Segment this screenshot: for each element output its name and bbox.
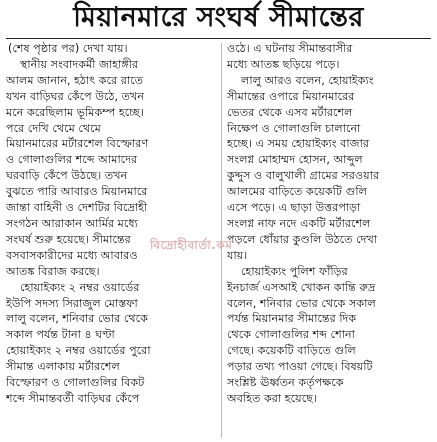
left-column xyxy=(6,41,217,407)
article-line: মিয়ানমারের মর্টারশেল বিস্ফোরণ xyxy=(6,137,149,151)
article-line: আলম জানান, হঠাৎ করে রাতে xyxy=(6,73,144,87)
article-line: নিক্ষেপ ও গোলাগুলি চালানো xyxy=(227,121,361,135)
article-line: ও গোলাগুলির শব্দে আমাদের xyxy=(6,153,138,167)
article-line: বলেন, শনিবার ভোর থেকে সকাল xyxy=(227,296,376,310)
article-line: স্থানীয় সংবাদকর্মী জাহাঙ্গীর xyxy=(20,57,139,71)
article-line: পর্যন্ত মিয়ানমার সীমান্তের দিক xyxy=(227,312,357,326)
article-line: হোয়াইক্যং পুলিশ ফাঁড়ির xyxy=(241,264,348,278)
article-line: পড়ার তথ্য পাওয়া গেছে। বিষয়টি xyxy=(227,360,373,374)
article-line: সীমান্ত এলাকায় মর্টারশেল xyxy=(6,360,120,374)
article-line: লালু বলেন, শনিবার ভোর থেকে xyxy=(6,312,148,326)
article-line: লালু আরও বলেন, হোয়াইক্যং xyxy=(241,73,374,87)
article-line: শব্দে সীমান্তবর্তী বাড়িঘর কেঁপে xyxy=(6,391,140,405)
article-line: এসে পড়ে। এ ছাড়া উত্তরপাড়া xyxy=(227,201,361,215)
article-line: (শেষ পৃষ্ঠার পর) দেখা যায়। xyxy=(8,42,128,55)
article-line: আলমের বাড়িতে কয়েকটি গুলি xyxy=(227,185,367,199)
article-line: বুঝতে পারি আবারও মিয়ানমারে xyxy=(6,185,148,199)
article-line: কুদ্দুস ও বালুখালী গ্রামের সরওয়ার xyxy=(227,169,380,183)
article-line: অবহিত করা হয়েছে। xyxy=(227,391,317,405)
article-line: মধ্যে আতঙ্ক ছড়িয়ে পড়ে। xyxy=(227,57,340,71)
article-line: যখন বাড়িঘর কেঁপে উঠে, তখন xyxy=(6,89,145,103)
article-line: সকাল পর্যন্ত টানা ৪ ঘণ্টা xyxy=(6,328,115,342)
article-line: ঘরবাড়ি কেঁপে উঠছে। তখন xyxy=(6,169,128,183)
article-line: বিস্ফোরণ ও গোলাগুলির বিকট xyxy=(6,376,145,390)
article-line: যায়। xyxy=(227,248,248,262)
article-line: মনে করেছিলাম ভূমিকম্প হচ্ছে। xyxy=(6,105,144,119)
article-line: হচ্ছে। এ সময় হোয়াইক্যং বাজার xyxy=(227,137,369,151)
article-line: ওঠে। এ ঘটনায় সীমান্তবাসীর xyxy=(227,42,353,55)
headline-rule xyxy=(6,38,431,39)
article-line: সংলগ্ন মোহাম্মদ হোসন, আব্দুল xyxy=(227,153,363,167)
article-line: সংশ্লিষ্ট ঊর্ধ্বতন কর্তৃপক্ষকে xyxy=(227,376,344,390)
article-line: আতঙ্ক বিরাজ করছে। xyxy=(6,264,100,278)
article-line: পরে দেখি থেমে থেমে xyxy=(6,121,101,135)
article-line: হোয়াইক্যং ২ নম্বর ওয়ার্ডের পুরো xyxy=(6,344,151,358)
article-line: গেছে। কয়েকটি বাড়িতে গুলি xyxy=(227,344,356,358)
article-line: সংলগ্ন নাফ নদে একটি মর্টারশেল xyxy=(227,216,371,230)
article-line: বসবাসকারীদের মধ্যে আবারও xyxy=(6,248,138,262)
article-line: সংঘর্ষ শুরু হয়েছে। সীমান্তের xyxy=(6,232,131,246)
article-line: ভেতর থেকে এসব মর্টারশেল xyxy=(227,105,353,119)
article-line: থেকে গোলাগুলির শব্দ শোনা xyxy=(227,328,355,342)
headline: মিয়ানমারে সংঘর্ষ সীমান্তের xyxy=(73,1,364,33)
article-line: সীমান্তের ওপারে মিয়ানমারের xyxy=(227,89,355,103)
article-line: জান্তা বাহিনী ও দেশটির বিদ্রোহী xyxy=(6,201,148,215)
right-column xyxy=(227,41,431,407)
article-line: সংগঠন আরাকান আর্মির মধ্যে xyxy=(6,216,138,230)
article-line: হোয়াইক্যং ২ নম্বর ওয়ার্ডের xyxy=(20,280,140,294)
article-line: পড়লে ধোঁয়ার কুণ্ডলি উঠতে দেখা xyxy=(227,232,378,246)
article-line: ইনচার্জ এসআই খোকন কান্তি রুদ্র xyxy=(227,280,376,294)
article-line: ইউপি সদস্য সিরাজুল মোস্তফা xyxy=(6,296,138,310)
watermark: বিদ্রোহীবার্তা.কম xyxy=(150,238,233,252)
